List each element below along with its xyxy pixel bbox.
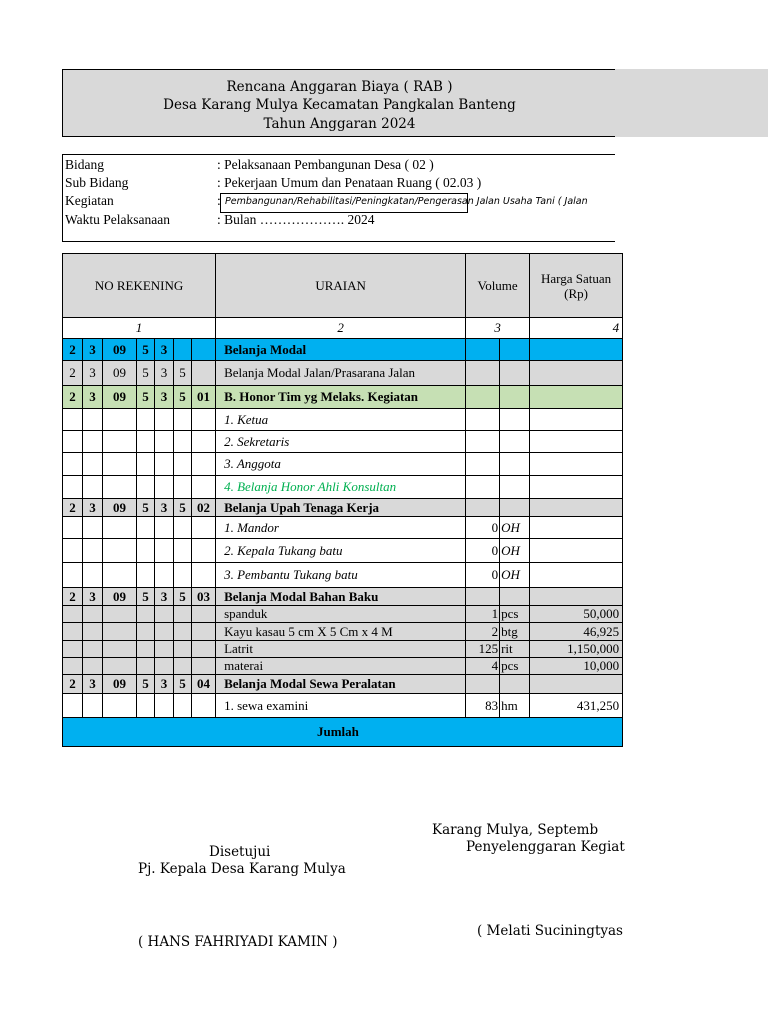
volume-cell — [466, 588, 500, 606]
unit-cell: OH — [500, 563, 530, 588]
rekening-code-cell — [63, 606, 83, 623]
rekening-code-cell — [192, 431, 216, 453]
village-line: Desa Karang Mulya Kecamatan Pangkalan Banteng — [163, 97, 516, 113]
volume-cell — [466, 499, 500, 517]
volume-cell: 0 — [466, 563, 500, 588]
rekening-code-cell — [192, 539, 216, 563]
rekening-code-cell — [192, 361, 216, 386]
harga-cell: 46,925 — [530, 623, 623, 641]
rekening-code-cell — [63, 431, 83, 453]
harga-cell — [530, 453, 623, 476]
rekening-code-cell — [192, 517, 216, 539]
rekening-code-cell: 09 — [103, 361, 137, 386]
rekening-code-cell: 2 — [63, 675, 83, 694]
rekening-code-cell — [103, 517, 137, 539]
volume-cell — [466, 339, 500, 361]
volume-cell — [466, 476, 500, 499]
rekening-code-cell — [137, 409, 155, 431]
harga-cell: 50,000 — [530, 606, 623, 623]
uraian-cell: 2. Sekretaris — [216, 431, 466, 453]
document-title: Rencana Anggaran Biaya ( RAB ) — [226, 79, 453, 95]
rekening-code-cell: 09 — [103, 588, 137, 606]
uraian-cell: Kayu kasau 5 cm X 5 Cm x 4 M — [216, 623, 466, 641]
unit-cell — [500, 431, 530, 453]
rekening-code-cell — [83, 694, 103, 718]
rekening-code-cell — [103, 623, 137, 641]
rekening-code-cell: 3 — [83, 675, 103, 694]
uraian-cell: Belanja Modal — [216, 339, 466, 361]
rekening-code-cell — [192, 476, 216, 499]
rekening-code-cell — [192, 623, 216, 641]
table-row — [63, 563, 623, 588]
rekening-code-cell — [63, 476, 83, 499]
rekening-code-cell: 5 — [137, 499, 155, 517]
harga-cell — [530, 361, 623, 386]
waktu-value: : Bulan ………………. 2024 — [217, 212, 375, 227]
unit-cell — [500, 409, 530, 431]
rekening-code-cell — [83, 453, 103, 476]
rekening-code-cell — [192, 563, 216, 588]
rekening-code-cell — [83, 431, 103, 453]
uraian-cell: 3. Pembantu Tukang batu — [216, 563, 466, 588]
approver-name-clip — [130, 934, 360, 950]
harga-cell — [530, 563, 623, 588]
rekening-code-cell: 5 — [137, 588, 155, 606]
table-row — [63, 606, 623, 623]
rekening-code-cell: 5 — [137, 675, 155, 694]
volume-header: Volume — [466, 254, 530, 318]
unit-cell — [500, 588, 530, 606]
rekening-code-cell — [137, 476, 155, 499]
harga-cell — [530, 339, 623, 361]
rekening-code-cell: 09 — [103, 386, 137, 409]
unit-cell: pcs — [500, 606, 530, 623]
rekening-code-cell — [155, 539, 174, 563]
rekening-code-cell — [63, 409, 83, 431]
table-row — [63, 361, 623, 386]
volume-cell — [466, 386, 500, 409]
uraian-cell: 1. Mandor — [216, 517, 466, 539]
unit-cell: OH — [500, 539, 530, 563]
rekening-code-cell: 2 — [63, 588, 83, 606]
rekening-code-cell — [83, 563, 103, 588]
volume-cell — [466, 453, 500, 476]
rekening-code-cell: 2 — [63, 386, 83, 409]
rekening-code-cell — [63, 694, 83, 718]
rekening-code-cell — [137, 658, 155, 675]
rekening-code-cell: 09 — [103, 499, 137, 517]
organizer-title: Penyelenggaran Kegiat — [466, 839, 625, 855]
rekening-code-cell — [137, 563, 155, 588]
rekening-code-cell: 09 — [103, 339, 137, 361]
table-row — [63, 499, 623, 517]
rekening-code-cell — [137, 623, 155, 641]
rekening-code-cell — [103, 409, 137, 431]
table-row — [63, 675, 623, 694]
rekening-code-cell: 3 — [155, 588, 174, 606]
rekening-code-cell: 5 — [137, 339, 155, 361]
uraian-cell: 1. sewa examini — [216, 694, 466, 718]
harga-cell — [530, 517, 623, 539]
table-row — [63, 476, 623, 499]
rekening-code-cell — [155, 694, 174, 718]
rekening-code-cell: 5 — [174, 361, 192, 386]
rekening-code-cell — [174, 539, 192, 563]
table-row — [63, 386, 623, 409]
rekening-code-cell — [155, 453, 174, 476]
uraian-cell: B. Honor Tim yg Melaks. Kegiatan — [216, 386, 466, 409]
rekening-code-cell — [155, 476, 174, 499]
volume-cell — [466, 409, 500, 431]
rekening-code-cell — [63, 517, 83, 539]
harga-cell — [530, 386, 623, 409]
unit-cell — [500, 386, 530, 409]
rekening-code-cell — [192, 658, 216, 675]
rekening-code-cell — [174, 453, 192, 476]
rekening-code-cell — [137, 641, 155, 658]
bidang-value: : Pelaksanaan Pembangunan Desa ( 02 ) — [217, 157, 434, 172]
volume-cell: 1 — [466, 606, 500, 623]
rekening-code-cell — [137, 694, 155, 718]
rekening-code-cell — [83, 623, 103, 641]
table-row — [63, 517, 623, 539]
uraian-cell: 3. Anggota — [216, 453, 466, 476]
approver-name: ( HANS FAHRIYADI KAMIN ) — [138, 934, 338, 950]
rekening-code-cell — [155, 606, 174, 623]
rekening-code-cell — [103, 694, 137, 718]
rekening-code-cell — [103, 431, 137, 453]
rekening-code-cell: 3 — [155, 675, 174, 694]
uraian-cell: 2. Kepala Tukang batu — [216, 539, 466, 563]
rekening-code-cell — [174, 431, 192, 453]
harga-cell: 1,150,000 — [530, 641, 623, 658]
uraian-cell: Latrit — [216, 641, 466, 658]
rekening-code-cell — [83, 539, 103, 563]
rekening-code-cell — [137, 453, 155, 476]
rekening-code-cell — [174, 658, 192, 675]
rekening-code-cell — [63, 623, 83, 641]
rekening-code-cell — [137, 517, 155, 539]
rekening-code-cell: 5 — [174, 675, 192, 694]
harga-cell — [530, 588, 623, 606]
rekening-code-cell: 3 — [83, 588, 103, 606]
table-row — [63, 453, 623, 476]
rekening-code-cell — [63, 658, 83, 675]
rekening-code-cell — [103, 476, 137, 499]
rekening-code-cell — [103, 563, 137, 588]
table-row — [63, 539, 623, 563]
rekening-code-cell — [174, 339, 192, 361]
document-header — [62, 69, 615, 137]
rekening-code-cell — [137, 539, 155, 563]
unit-cell — [500, 453, 530, 476]
unit-cell — [500, 675, 530, 694]
rekening-code-cell — [83, 517, 103, 539]
unit-cell — [500, 499, 530, 517]
rekening-code-cell: 3 — [155, 386, 174, 409]
rekening-code-cell — [174, 563, 192, 588]
uraian-cell: materai — [216, 658, 466, 675]
harga-cell — [530, 409, 623, 431]
rekening-code-cell — [192, 339, 216, 361]
rekening-code-cell — [155, 517, 174, 539]
table-row — [63, 409, 623, 431]
uraian-cell: Belanja Modal Bahan Baku — [216, 588, 466, 606]
rekening-code-cell: 5 — [137, 361, 155, 386]
rekening-code-cell — [83, 658, 103, 675]
rekening-code-cell — [103, 658, 137, 675]
rekening-code-cell: 3 — [155, 499, 174, 517]
uraian-cell: 1. Ketua — [216, 409, 466, 431]
column-number-row — [63, 318, 623, 339]
rekening-code-cell: 3 — [155, 361, 174, 386]
unit-cell: OH — [500, 517, 530, 539]
rekening-code-cell: 5 — [174, 499, 192, 517]
uraian-cell: spanduk — [216, 606, 466, 623]
activity-info — [62, 154, 615, 242]
rekening-code-cell: 04 — [192, 675, 216, 694]
rekening-code-cell: 5 — [174, 386, 192, 409]
approved-label: Disetujui — [209, 844, 271, 860]
harga-cell: 10,000 — [530, 658, 623, 675]
kegiatan-colon: : — [217, 193, 221, 208]
rekening-code-cell — [63, 641, 83, 658]
total-row — [63, 718, 623, 747]
unit-cell: rit — [500, 641, 530, 658]
rekening-code-cell — [174, 623, 192, 641]
rekening-code-cell — [174, 606, 192, 623]
column-number: 3 — [466, 318, 530, 339]
rekening-code-cell — [83, 476, 103, 499]
place-date: Karang Mulya, Septemb — [432, 822, 599, 838]
column-number: 1 — [63, 318, 216, 339]
rekening-code-cell: 2 — [63, 361, 83, 386]
kegiatan-label: Kegiatan — [65, 193, 114, 208]
organizer-name: ( Melati Suciningtyas — [477, 923, 623, 939]
unit-cell: pcs — [500, 658, 530, 675]
volume-cell: 0 — [466, 517, 500, 539]
rekening-code-cell — [192, 409, 216, 431]
harga-cell — [530, 476, 623, 499]
rekening-code-cell: 5 — [174, 588, 192, 606]
uraian-cell: Belanja Upah Tenaga Kerja — [216, 499, 466, 517]
budget-table-wrapper — [62, 253, 620, 758]
harga-cell — [530, 539, 623, 563]
uraian-cell: 4. Belanja Honor Ahli Konsultan — [216, 476, 466, 499]
rekening-code-cell: 02 — [192, 499, 216, 517]
harga-cell — [530, 675, 623, 694]
table-row — [63, 641, 623, 658]
rekening-code-cell: 09 — [103, 675, 137, 694]
rekening-code-cell — [137, 431, 155, 453]
rekening-code-cell — [155, 623, 174, 641]
column-number: 4 — [530, 318, 623, 339]
sub-bidang-value: : Pekerjaan Umum dan Penataan Ruang ( 02.03 ) — [217, 175, 482, 190]
rekening-code-cell — [192, 606, 216, 623]
budget-table — [62, 253, 623, 747]
volume-cell: 4 — [466, 658, 500, 675]
rekening-code-cell: 3 — [83, 361, 103, 386]
rekening-code-cell: 2 — [63, 339, 83, 361]
rekening-code-cell — [174, 641, 192, 658]
unit-cell — [500, 361, 530, 386]
rekening-code-cell — [155, 658, 174, 675]
table-header-row — [63, 254, 623, 318]
rekening-code-cell: 03 — [192, 588, 216, 606]
rekening-code-cell — [103, 539, 137, 563]
rekening-code-cell — [63, 453, 83, 476]
harga-satuan-header: Harga Satuan (Rp) — [530, 254, 623, 318]
rekening-code-cell — [155, 431, 174, 453]
rekening-code-cell: 5 — [137, 386, 155, 409]
unit-cell: hm — [500, 694, 530, 718]
harga-cell — [530, 499, 623, 517]
rekening-code-cell — [192, 641, 216, 658]
uraian-cell: Belanja Modal Jalan/Prasarana Jalan — [216, 361, 466, 386]
rekening-code-cell — [192, 453, 216, 476]
table-row — [63, 658, 623, 675]
rekening-code-cell — [174, 409, 192, 431]
rekening-code-cell: 01 — [192, 386, 216, 409]
rekening-code-cell: 3 — [83, 499, 103, 517]
table-row — [63, 623, 623, 641]
volume-cell: 2 — [466, 623, 500, 641]
volume-cell: 125 — [466, 641, 500, 658]
rekening-code-cell: 3 — [83, 386, 103, 409]
rekening-code-cell — [174, 694, 192, 718]
rekening-code-cell — [155, 563, 174, 588]
no-rekening-header: NO REKENING — [63, 254, 216, 318]
rekening-code-cell: 2 — [63, 499, 83, 517]
total-label: Jumlah — [63, 718, 623, 747]
rekening-code-cell — [103, 606, 137, 623]
volume-cell — [466, 431, 500, 453]
unit-cell: btg — [500, 623, 530, 641]
rekening-code-cell — [155, 641, 174, 658]
harga-cell — [530, 431, 623, 453]
sub-bidang-label: Sub Bidang — [65, 175, 129, 190]
rekening-code-cell — [83, 641, 103, 658]
rekening-code-cell: 3 — [155, 339, 174, 361]
rekening-code-cell — [137, 606, 155, 623]
rekening-code-cell — [155, 409, 174, 431]
rekening-code-cell — [83, 409, 103, 431]
rekening-code-cell — [63, 539, 83, 563]
volume-cell: 83 — [466, 694, 500, 718]
table-row — [63, 694, 623, 718]
rekening-code-cell — [103, 641, 137, 658]
bidang-label: Bidang — [65, 157, 104, 172]
table-row — [63, 339, 623, 361]
approver-title: Pj. Kepala Desa Karang Mulya — [138, 861, 346, 877]
volume-cell — [466, 361, 500, 386]
kegiatan-value: Pembangunan/Rehabilitasi/Peningkatan/Pengerasan Jalan Usaha Tani ( Jalan — [225, 196, 588, 207]
unit-cell — [500, 339, 530, 361]
rekening-code-cell — [63, 563, 83, 588]
rekening-code-cell — [192, 694, 216, 718]
waktu-label: Waktu Pelaksanaan — [65, 212, 171, 227]
rekening-code-cell — [103, 453, 137, 476]
rekening-code-cell — [174, 476, 192, 499]
column-number: 2 — [216, 318, 466, 339]
rekening-code-cell — [83, 606, 103, 623]
unit-cell — [500, 476, 530, 499]
table-row — [63, 588, 623, 606]
uraian-cell: Belanja Modal Sewa Peralatan — [216, 675, 466, 694]
volume-cell: 0 — [466, 539, 500, 563]
uraian-header: URAIAN — [216, 254, 466, 318]
rekening-code-cell: 3 — [83, 339, 103, 361]
volume-cell — [466, 675, 500, 694]
rekening-code-cell — [174, 517, 192, 539]
harga-cell: 431,250 — [530, 694, 623, 718]
table-row — [63, 431, 623, 453]
fiscal-year-line: Tahun Anggaran 2024 — [263, 116, 416, 132]
